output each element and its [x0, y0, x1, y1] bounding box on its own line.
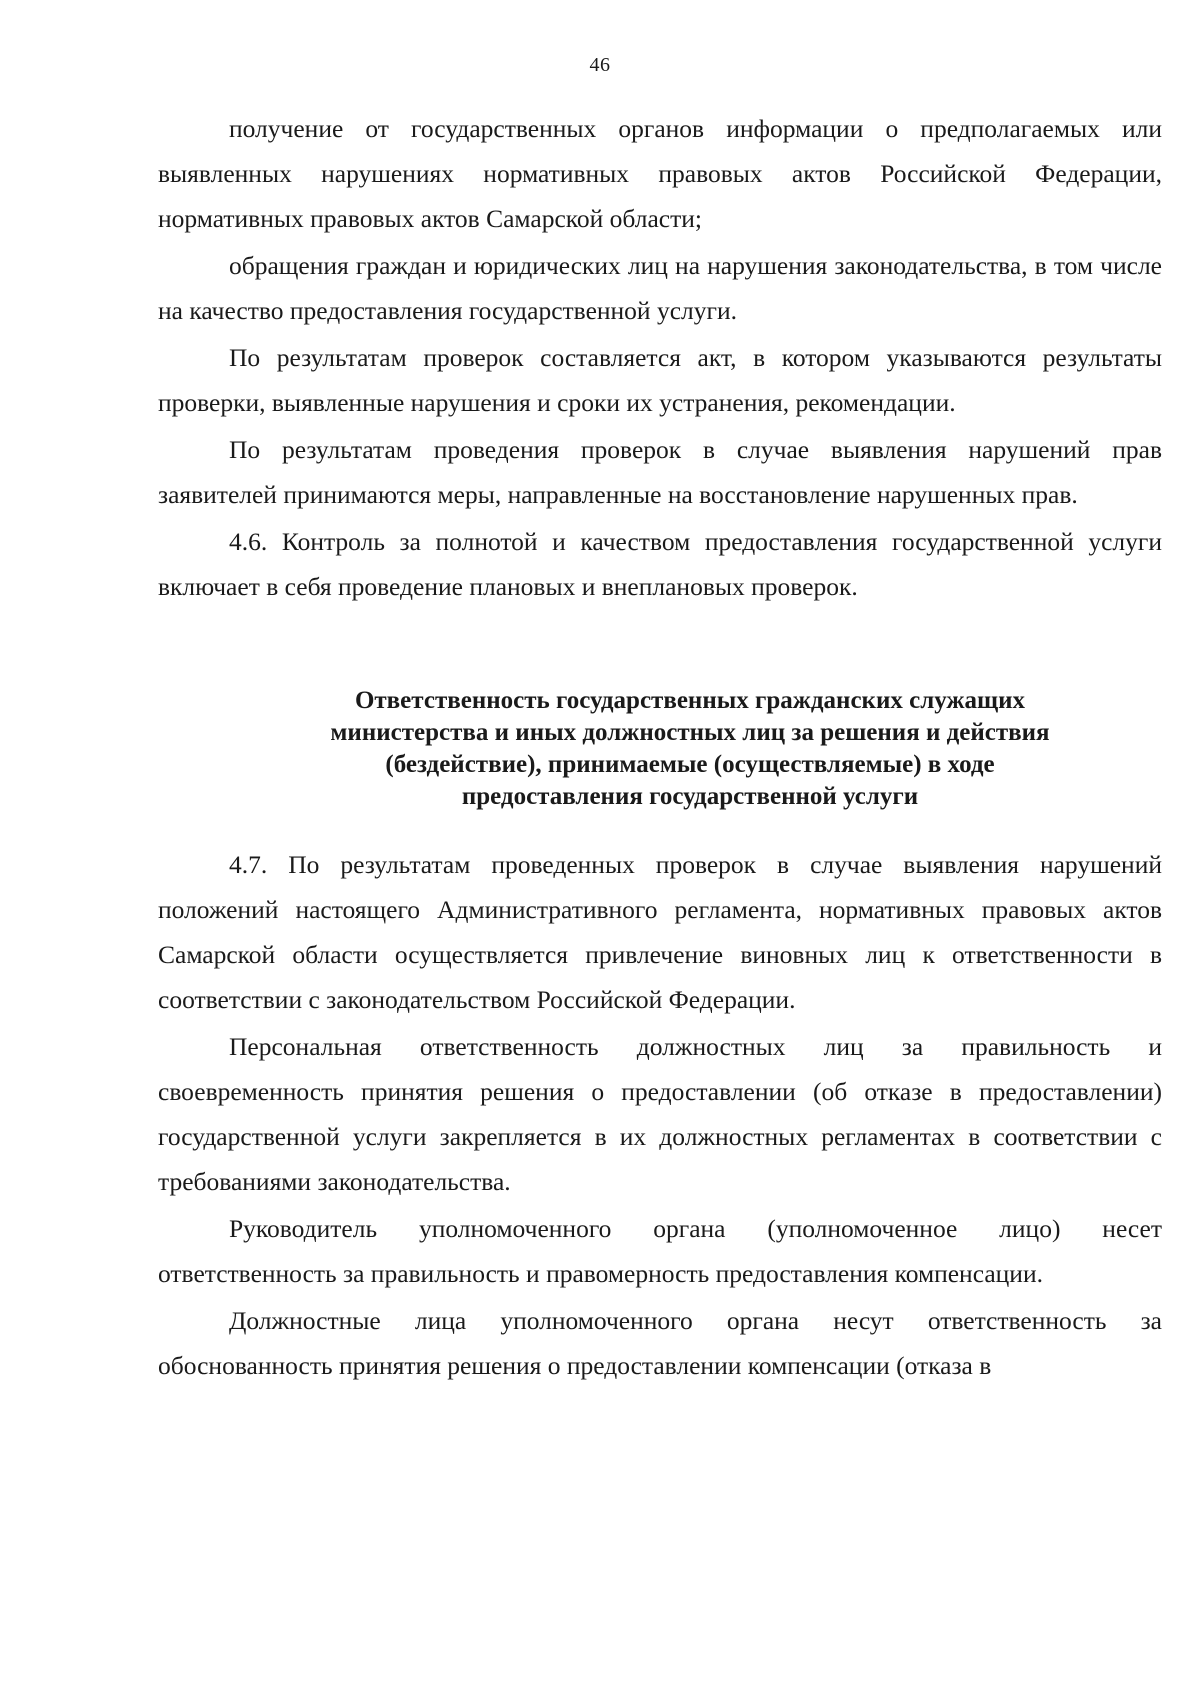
- heading-line: Ответственность государственных гражданских служащих: [354, 687, 1026, 714]
- paragraph: Руководитель уполномоченного органа (уполномоченное лицо) несет ответственность за правильность и правомерность предоставления компенсации.: [158, 1214, 1162, 1288]
- document-body: [158, 106, 1162, 1388]
- page-number: 46: [589, 54, 611, 76]
- section-heading: [158, 685, 1162, 813]
- paragraph: обращения граждан и юридических лиц на нарушения законодательства, в том числе на качество предоставления государственной услуги.: [158, 251, 1162, 325]
- heading-line: (бездействие), принимаемые (осуществляемые) в ходе: [385, 751, 995, 778]
- heading-line: министерства и иных должностных лиц за решения и действия: [330, 719, 1050, 746]
- paragraph: 4.7. По результатам проведенных проверок в случае выявления нарушений положений настоящего Административного регламента, нормативных правовых актов Самарской области осуществляется привлечение виновных лиц к ответственности в соответствии с законодательством Российской Федерации.: [158, 850, 1162, 1014]
- heading-line: предоставления государственной услуги: [461, 783, 919, 810]
- paragraph: 4.6. Контроль за полнотой и качеством предоставления государственной услуги включает в себя проведение плановых и внеплановых проверок.: [158, 527, 1162, 601]
- paragraph: получение от государственных органов информации о предполагаемых или выявленных нарушениях нормативных правовых актов Российской Федерации, нормативных правовых актов Самарской области;: [158, 114, 1162, 233]
- paragraph: Персональная ответственность должностных лиц за правильность и своевременность принятия решения о предоставлении (об отказе в предоставлении) государственной услуги закрепляется в их должностных регламентах в соответствии с требованиями законодательства.: [158, 1032, 1162, 1196]
- paragraph: Должностные лица уполномоченного органа несут ответственность за обоснованность принятия решения о предоставлении компенсации (отказа в: [158, 1306, 1162, 1380]
- paragraph: По результатам проверок составляется акт, в котором указываются результаты проверки, выявленные нарушения и сроки их устранения, рекомендации.: [158, 343, 1162, 417]
- paragraph: По результатам проведения проверок в случае выявления нарушений прав заявителей принимаются меры, направленные на восстановление нарушенных прав.: [158, 435, 1162, 509]
